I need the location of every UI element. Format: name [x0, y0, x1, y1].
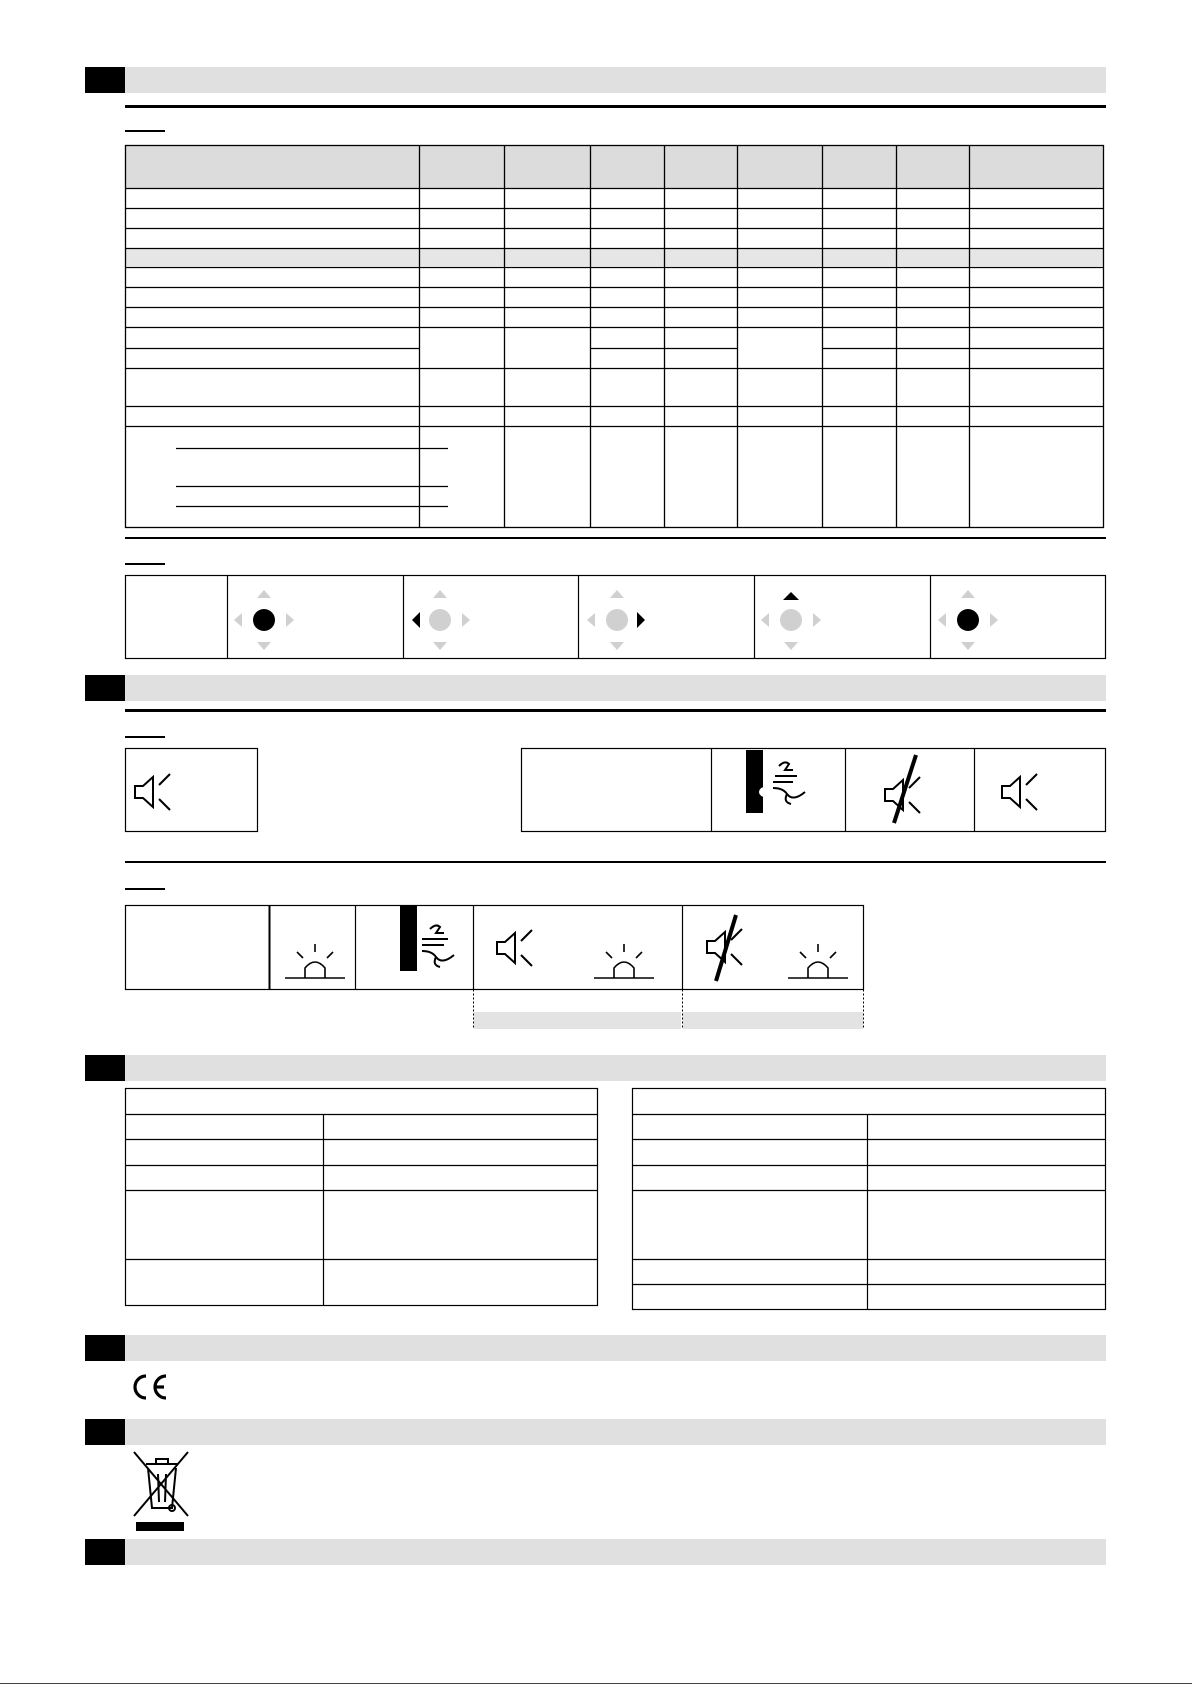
- section-number-tab: [85, 1419, 125, 1445]
- page-bottom-rule: [0, 1683, 1192, 1684]
- section-header-4: [85, 1335, 1106, 1361]
- crossed-bin-icon: [132, 1450, 192, 1532]
- section-number-tab: [85, 1335, 125, 1361]
- section-header-6: [85, 1539, 1106, 1565]
- section-header-5: [85, 1419, 1106, 1445]
- section-number-tab: [85, 1539, 125, 1565]
- ce-mark-icon: [130, 1372, 170, 1402]
